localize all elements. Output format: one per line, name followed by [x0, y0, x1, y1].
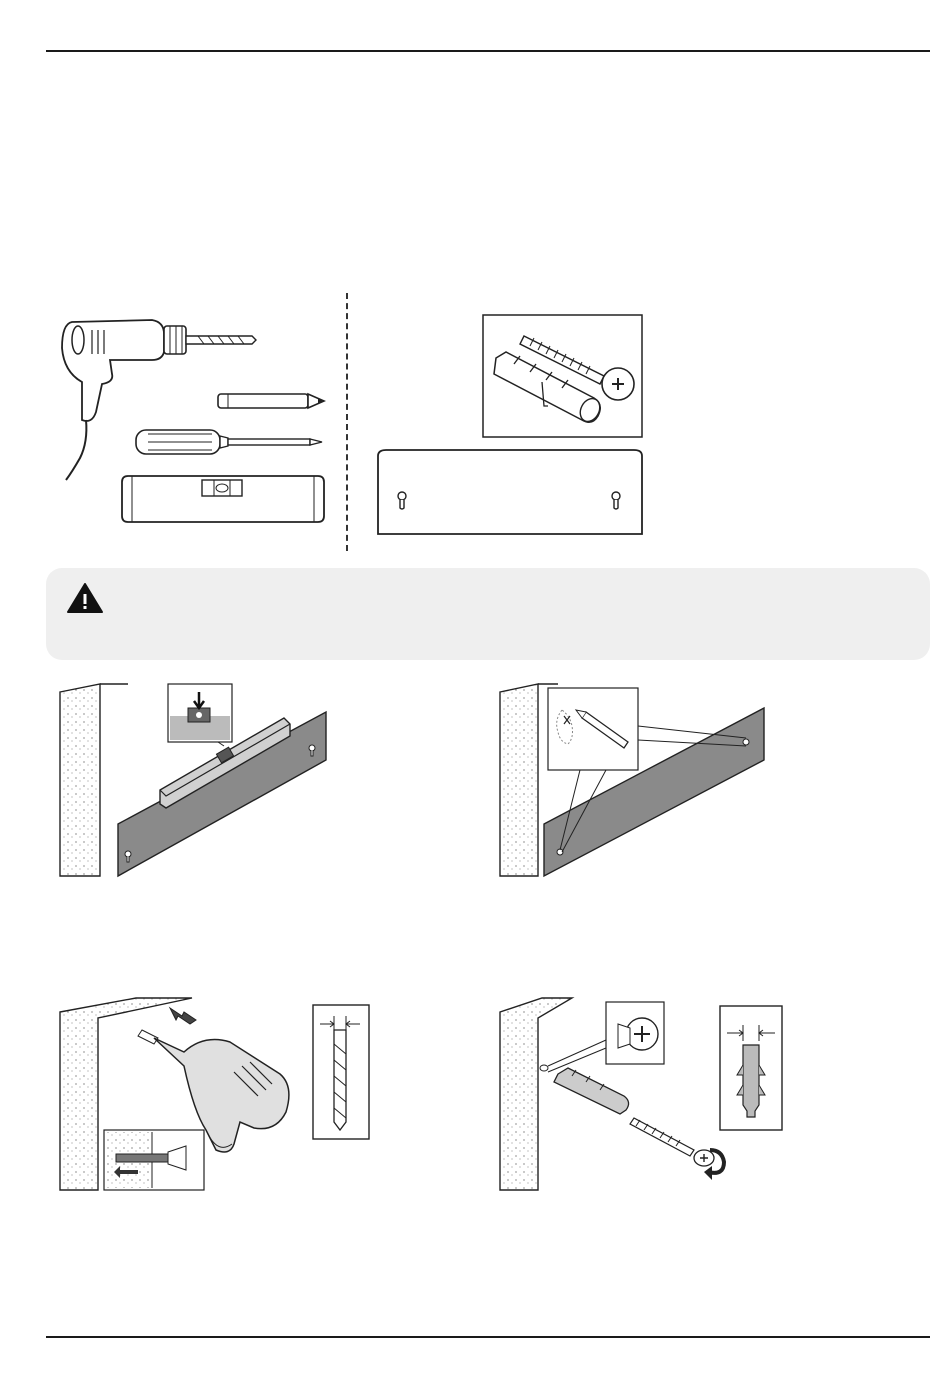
pencil-icon — [218, 394, 324, 408]
footer-rule — [46, 1336, 930, 1338]
step-insert-plugs-and-screws — [498, 994, 748, 1194]
tools-parts-divider — [346, 293, 348, 551]
warning-panel — [46, 568, 930, 660]
tools-figure — [52, 312, 342, 532]
spirit-level-icon — [122, 476, 324, 522]
wall-bracket-icon — [376, 448, 644, 536]
screw-icon — [630, 1118, 714, 1166]
warning-triangle-icon — [66, 582, 104, 614]
wall-plug-icon — [554, 1068, 629, 1114]
fixings-box — [482, 314, 643, 438]
step-mark-holes — [498, 680, 770, 880]
wall-plug-size-inset — [719, 1005, 783, 1131]
drill-icon — [52, 312, 342, 532]
screwdriver-icon — [136, 430, 322, 454]
header-rule — [46, 50, 930, 52]
step-level-bracket — [58, 680, 338, 880]
drill-bit-size-inset — [312, 1004, 370, 1140]
wall-bracket — [376, 448, 644, 536]
